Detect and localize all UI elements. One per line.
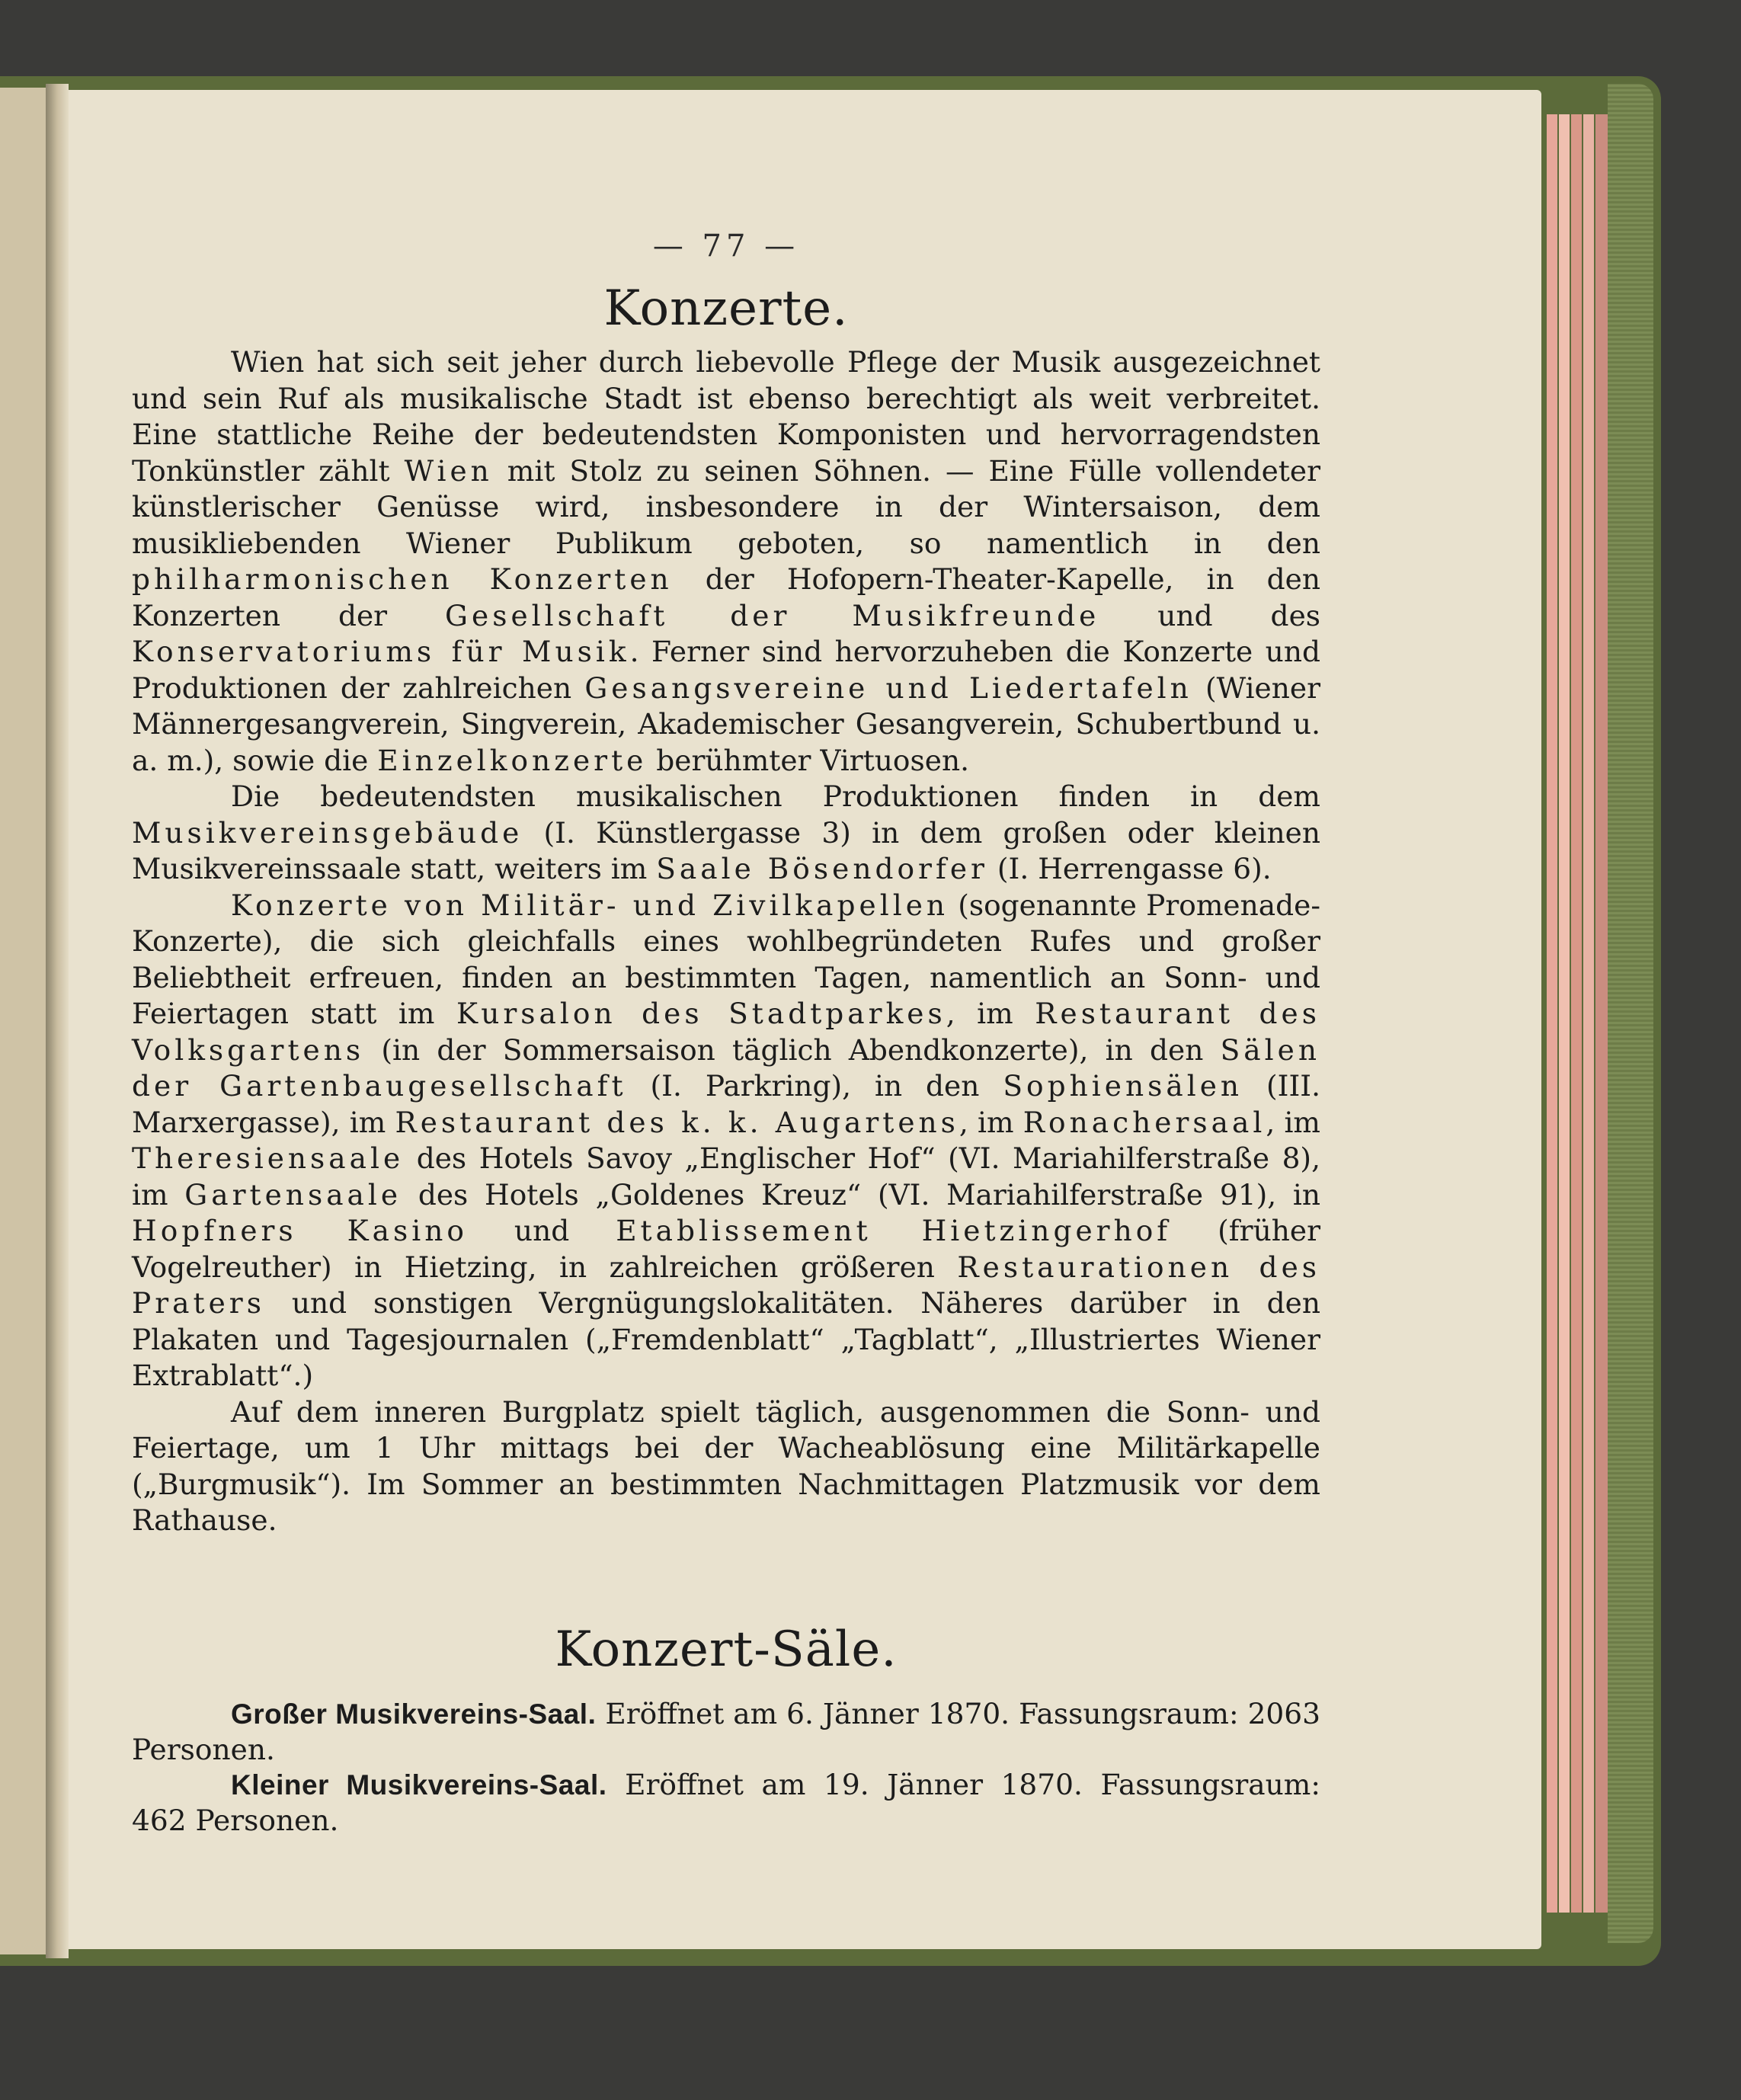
hall-details: Eröffnet am 19. Jänner 1870. Fassungsraum: 462 Personen. <box>132 1767 1320 1837</box>
text-segment: Wien hat sich seit jeher durch liebevolle Pflege der Musik ausgezeichnet und sein Ruf als musikalische Stadt ist ebenso berechtigt als weit verbreitet. Eine stattliche Reihe der bedeutendsten Komponisten und hervorragendsten Tonkünstler zählt <box>132 345 1320 488</box>
text-segment: des Hotels Savoy „Englischer Hof“ (VI. Mariahilferstraße 8), im <box>132 1141 1320 1212</box>
spaced-text: Gartensaale <box>184 1177 402 1212</box>
section-title-konzert-saele: Konzert-Säle. <box>555 1621 898 1678</box>
konzerte-paragraph <box>132 779 1320 888</box>
page-edges <box>1547 114 1557 1913</box>
hall-entry <box>132 1696 1320 1767</box>
spaced-text: Wien <box>404 453 493 488</box>
text-segment: der Hofopern-Theater-Kapelle, in den Konzerten der <box>132 562 1320 632</box>
spaced-text: Saale Bösendorfer <box>656 852 988 885</box>
text-segment: (in der Sommersaison täglich Abendkonzerte), in den <box>364 1032 1221 1067</box>
text-segment: des Hotels „Goldenes Kreuz“ (VI. Mariahilferstraße 91), in <box>402 1177 1320 1212</box>
spaced-text: Sälen der Gartenbaugesellschaft <box>132 1032 1320 1103</box>
spaced-text: Gesellschaft der Musikfreunde <box>445 598 1100 632</box>
hall-name: Großer Musikvereins-Saal. <box>231 1698 597 1730</box>
page-edges <box>1571 114 1582 1913</box>
spaced-text: Einzelkonzerte <box>377 743 648 777</box>
text-segment: und des <box>1099 598 1321 632</box>
konzerte-paragraph <box>132 1394 1320 1539</box>
konzert-saele-body <box>132 1696 1320 1838</box>
text-segment: (früher Vogelreuther) in Hietzing, in zahlreichen größeren <box>132 1214 1320 1284</box>
spaced-text: Restaurant des Volksgartens <box>132 997 1320 1067</box>
text-segment: , im <box>946 997 1035 1030</box>
konzerte-paragraph <box>132 344 1320 779</box>
hall-entry <box>132 1767 1320 1838</box>
konzerte-paragraph <box>132 888 1320 1394</box>
page-edges <box>1559 114 1570 1913</box>
text-segment: (I. Herrengasse 6). <box>987 852 1272 885</box>
spaced-text: Kursalon des Stadtparkes <box>456 997 946 1030</box>
text-segment: (III. Marxergasse), im <box>132 1069 1320 1139</box>
spaced-text: Theresiensaale <box>132 1141 405 1175</box>
spaced-text: Gesangsvereine und Liedertafeln <box>584 671 1192 705</box>
text-segment: Auf dem inneren Burgplatz spielt täglich, ausgenommen die Sonn- und Feiertage, um 1 Uhr mittags bei der Wacheablösung eine Militärkapelle („Burgmusik“). Im Sommer an bestimmten Nachmittagen Platzmusik vor dem Rathause. <box>132 1394 1320 1537</box>
page-gutter <box>46 84 69 1958</box>
spaced-text: Musikvereinsgebäude <box>132 815 523 850</box>
text-segment: . Ferner sind hervorzuheben die Konzerte und Produktionen der zahlreichen <box>132 635 1320 705</box>
page-content <box>132 229 1320 1838</box>
page-edges <box>1595 114 1608 1913</box>
text-segment: und <box>467 1214 616 1247</box>
spaced-text: Konservatoriums für Musik <box>132 635 630 668</box>
text-segment: , im <box>959 1105 1023 1139</box>
text-segment: (sogenannte Promenade-Konzerte), die sich gleichfalls eines wohlbegründeten Rufes und großer Beliebtheit erfreuen, finden an bestimmten Tagen, namentlich an Sonn- und Feiertagen statt im <box>132 888 1320 1030</box>
text-segment: , im <box>1266 1105 1320 1139</box>
spaced-text: Hopfners Kasino <box>132 1214 468 1247</box>
spaced-text: Restaurant des k. k. Augartens <box>395 1105 959 1139</box>
text-segment: (I. Parkring), in den <box>626 1069 1003 1103</box>
section-title-konzerte: Konzerte. <box>603 280 849 337</box>
spaced-text: philharmonischen Konzerten <box>132 562 673 596</box>
spaced-text: Konzerte von Militär- und Zivilkapellen <box>231 888 949 922</box>
spaced-text: Restaurationen des Praters <box>132 1250 1320 1320</box>
text-segment: mit Stolz zu seinen Söhnen. — Eine Fülle vollendeter künstlerischer Genüsse wird, insbesondere in der Wintersaison, dem musikliebenden Wiener Publikum geboten, so namentlich in den <box>132 453 1320 560</box>
spaced-text: Sophiensälen <box>1003 1069 1243 1103</box>
cloth-binding <box>1608 84 1653 1943</box>
spaced-text: Ronachersaal <box>1023 1105 1266 1139</box>
spaced-text: Etablissement Hietzingerhof <box>616 1214 1172 1247</box>
text-segment: (Wiener Männergesangverein, Singverein, Akademischer Gesangverein, Schubertbund u. a. m.), sowie die <box>132 671 1320 777</box>
page-edges <box>1583 114 1594 1913</box>
konzerte-body <box>132 344 1320 1539</box>
text-segment: und sonstigen Vergnügungslokalitäten. Näheres darüber in den Plakaten und Tagesjournalen („Fremdenblatt“ „Tagblatt“, „Illustriertes Wiener Extrablatt“.) <box>132 1286 1320 1392</box>
text-segment: Die bedeutendsten musikalischen Produktionen finden in dem <box>231 779 1320 813</box>
page-number: — 77 — <box>652 229 800 264</box>
text-segment: berühmter Virtuosen. <box>647 743 970 777</box>
hall-name: Kleiner Musikvereins-Saal. <box>231 1769 607 1801</box>
text-segment: (I. Künstlergasse 3) in dem großen oder kleinen Musikvereinssaale statt, weiters im <box>132 815 1320 885</box>
hall-details: Eröffnet am 6. Jänner 1870. Fassungsraum: 2063 Personen. <box>132 1696 1320 1766</box>
